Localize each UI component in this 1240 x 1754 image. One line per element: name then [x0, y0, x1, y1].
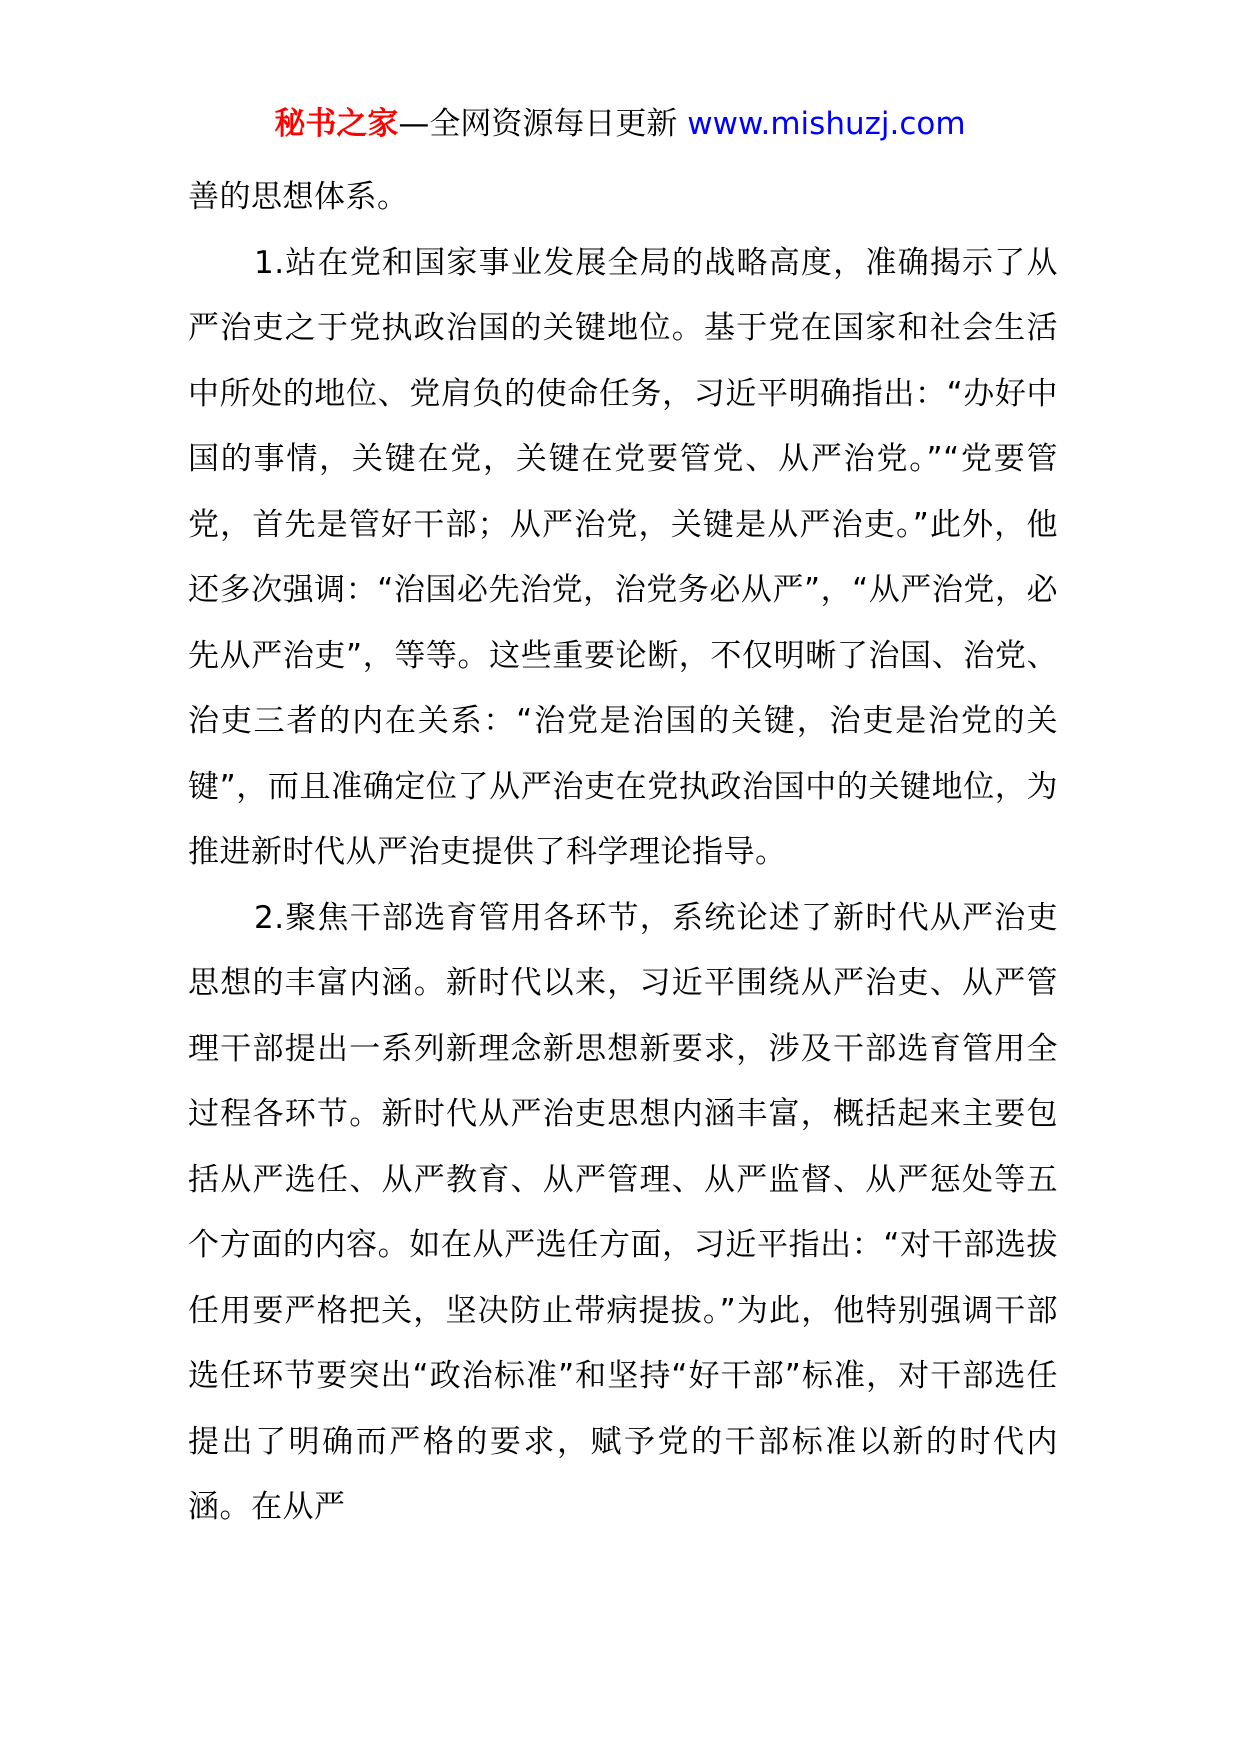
document-body — [188, 165, 1058, 1541]
paragraph-continuation: 善的思想体系。 — [188, 179, 409, 215]
paragraph-point-1: 1.站在党和国家事业发展全局的战略高度，准确揭示了从严治吏之于党执政治国的关键地位。基于党在国家和社会生活中所处的地位、党肩负的使命任务，习近平明确指出：“办好中国的事情，关键在党，关键在党要管党、从严治党。”“党要管党，首先是管好干部；从严治党，关键是从严治吏。”此外，他还多次强调：“治国必先治党，治党务必从严”，“从严治党，必先从严治吏”，等等。这些重要论断，不仅明晰了治国、治党、治吏三者的内在关系：“治党是治国的关键，治吏是治党的关键”，而且准确定位了从严治吏在党执政治国中的关键地位，为推进新时代从严治吏提供了科学理论指导。 — [188, 244, 1058, 870]
paragraph-point-2: 2.聚焦干部选育管用各环节，系统论述了新时代从严治吏思想的丰富内涵。新时代以来，习近平围绕从严治吏、从严管理干部提出一系列新理念新思想新要求，涉及干部选育管用全过程各环节。新时代从严治吏思想内涵丰富，概括起来主要包括从严选任、从严教育、从严管理、从严监督、从严惩处等五个方面的内容。如在从严选任方面，习近平指出：“对干部选拔任用要严格把关，坚决防止带病提拔。”为此，他特别强调干部选任环节要突出“政治标准”和坚持“好干部”标准，对干部选任提出了明确而严格的要求，赋予党的干部标准以新的时代内涵。在从严 — [188, 899, 1058, 1525]
header-slogan: —全网资源每日更新 — [398, 106, 678, 142]
brand-name: 秘书之家 — [274, 106, 399, 142]
page-header — [0, 100, 1240, 148]
website-link[interactable]: www.mishuzj.com — [687, 106, 966, 142]
